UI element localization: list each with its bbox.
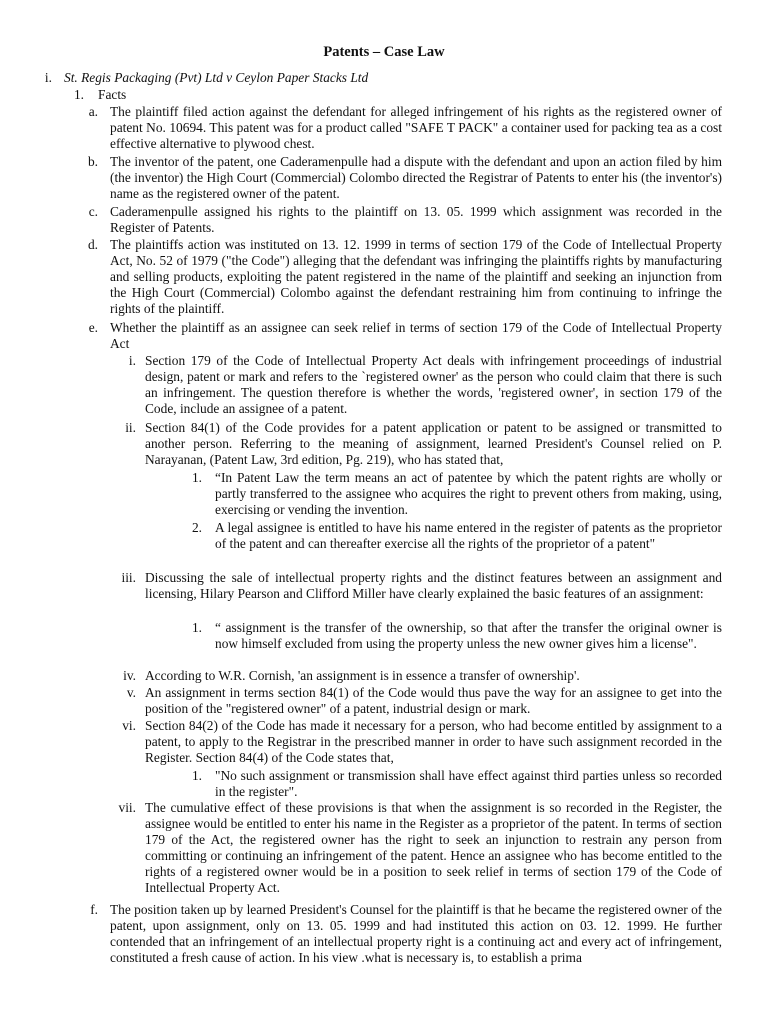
item-label: vi.	[122, 718, 136, 733]
item-label: vii.	[118, 800, 136, 815]
item-label: a.	[88, 104, 98, 119]
item-label: b.	[87, 154, 98, 169]
item-text: The plaintiff filed action against the defendant for alleged infringement of his rights as the registered owner of patent No. 10694. This patent was for a product called "SAFE T PACK" a container used for packing tea as a cost effective alternative to plywood chest.	[110, 104, 722, 151]
item-text: The position taken up by learned President's Counsel for the plaintiff is that he became the registered owner of the patent, upon assignment, only on 13. 05. 1999 and had instituted this action on 03. 12. 1999. He further contended that an infringement of an intellectual property right is a continuing act and every act of infringement, constituted a fresh cause of action. In his view .what is necessary is, to establish a prima	[110, 902, 722, 965]
item-text: "No such assignment or transmission shall have effect against third parties unless so recorded in the register".	[215, 768, 722, 799]
item-label: 1.	[191, 768, 202, 783]
item-label: ii.	[125, 420, 136, 435]
item-text: “ assignment is the transfer of the ownership, so that after the transfer the original owner is now himself excluded from using the property unless the new owner gives him a license".	[215, 620, 722, 651]
item-text: Section 84(2) of the Code has made it necessary for a person, who had become entitled by assignment to a patent, to apply to the Registrar in the prescribed manner in order to have such assignment recorded in the Register. Section 84(4) of the Code states that,	[145, 718, 722, 765]
item-label: iii.	[121, 570, 136, 585]
item-text: Discussing the sale of intellectual property rights and the distinct features between an assignment and licensing, Hilary Pearson and Clifford Miller have clearly explained the basic features of an assignment:	[145, 570, 722, 601]
item-label: v.	[126, 685, 136, 700]
item-label: iv.	[123, 668, 136, 683]
item-label: c.	[88, 204, 98, 219]
item-text: A legal assignee is entitled to have his name entered in the register of patents as the proprietor of the patent and can thereafter exercise all the rights of the proprietor of a patent"	[215, 520, 722, 551]
item-text: The cumulative effect of these provisions is that when the assignment is so recorded in the Register, the assignee would be entitled to enter his name in the Register as a proprietor of the patent. In terms of section 179 of the Act, the registered owner has the right to seek an injunction to restrain any person from committing or continuing an infringement of the patent. Hence an assignee who has become entitled to the rights of a registered owner would be in a position to seek relief in terms of section 179 of the Code of Intellectual Property Act.	[145, 800, 722, 895]
item-label: d.	[87, 237, 98, 252]
item-text: Whether the plaintiff as an assignee can seek relief in terms of section 179 of the Code of Intellectual Property Act	[110, 320, 722, 351]
item-text: An assignment in terms section 84(1) of the Code would thus pave the way for an assignee to get into the position of the "registered owner" of a patent, industrial design or mark.	[145, 685, 722, 716]
item-text: Section 179 of the Code of Intellectual Property Act deals with infringement proceedings of industrial design, patent or mark and refers to the `registered owner' as the person who could claim that there is such an infringement. The question therefore is whether the words, 'registered owner', in section 179 of the Code, include an assignee of a patent.	[145, 353, 722, 416]
item-text: The inventor of the patent, one Caderamenpulle had a dispute with the defendant and upon an action filed by him (the inventor) the High Court (Commercial) Colombo directed the Registrar of Patents to enter his (the inventor's) name as the registered owner of the patent.	[110, 154, 722, 201]
item-text: Section 84(1) of the Code provides for a patent application or patent to be assigned or transmitted to another person. Referring to the meaning of assignment, learned President's Counsel relied on P. Narayanan, (Patent Law, 3rd edition, Pg. 219), who has stated that,	[145, 420, 722, 467]
item-label: e.	[88, 320, 98, 335]
item-label: 2.	[191, 520, 202, 535]
item-label: f.	[90, 902, 98, 917]
item-text: The plaintiffs action was instituted on 13. 12. 1999 in terms of section 179 of the Code of Intellectual Property Act, No. 52 of 1979 ("the Code") alleging that the defendant was infringing the plaintiffs rights by manufacturing and selling products, exploiting the patent registered in the name of the plaintiff and seeking an injunction from the High Court (Commercial) Colombo against the defendant restraining him from continuing to infringe the rights of the plaintiff.	[110, 237, 722, 316]
item-text: Caderamenpulle assigned his rights to the plaintiff on 13. 05. 1999 which assignment was recorded in the Register of Patents.	[110, 204, 722, 235]
page-title: Patents – Case Law	[323, 44, 445, 60]
item-text: “In Patent Law the term means an act of patentee by which the patent rights are wholly or partly transferred to the assignee who acquires the right to prevent others from making, using, exercising or vending the invention.	[215, 470, 722, 517]
section-title: Facts	[98, 87, 127, 102]
item-text: According to W.R. Cornish, 'an assignment is in essence a transfer of ownership'.	[145, 668, 580, 683]
case-name: St. Regis Packaging (Pvt) Ltd v Ceylon Paper Stacks Ltd	[64, 70, 369, 85]
item-label: i.	[128, 353, 136, 368]
case-number: i.	[44, 70, 52, 85]
item-label: 1.	[191, 620, 202, 635]
section-number: 1.	[73, 87, 84, 102]
item-label: 1.	[191, 470, 202, 485]
